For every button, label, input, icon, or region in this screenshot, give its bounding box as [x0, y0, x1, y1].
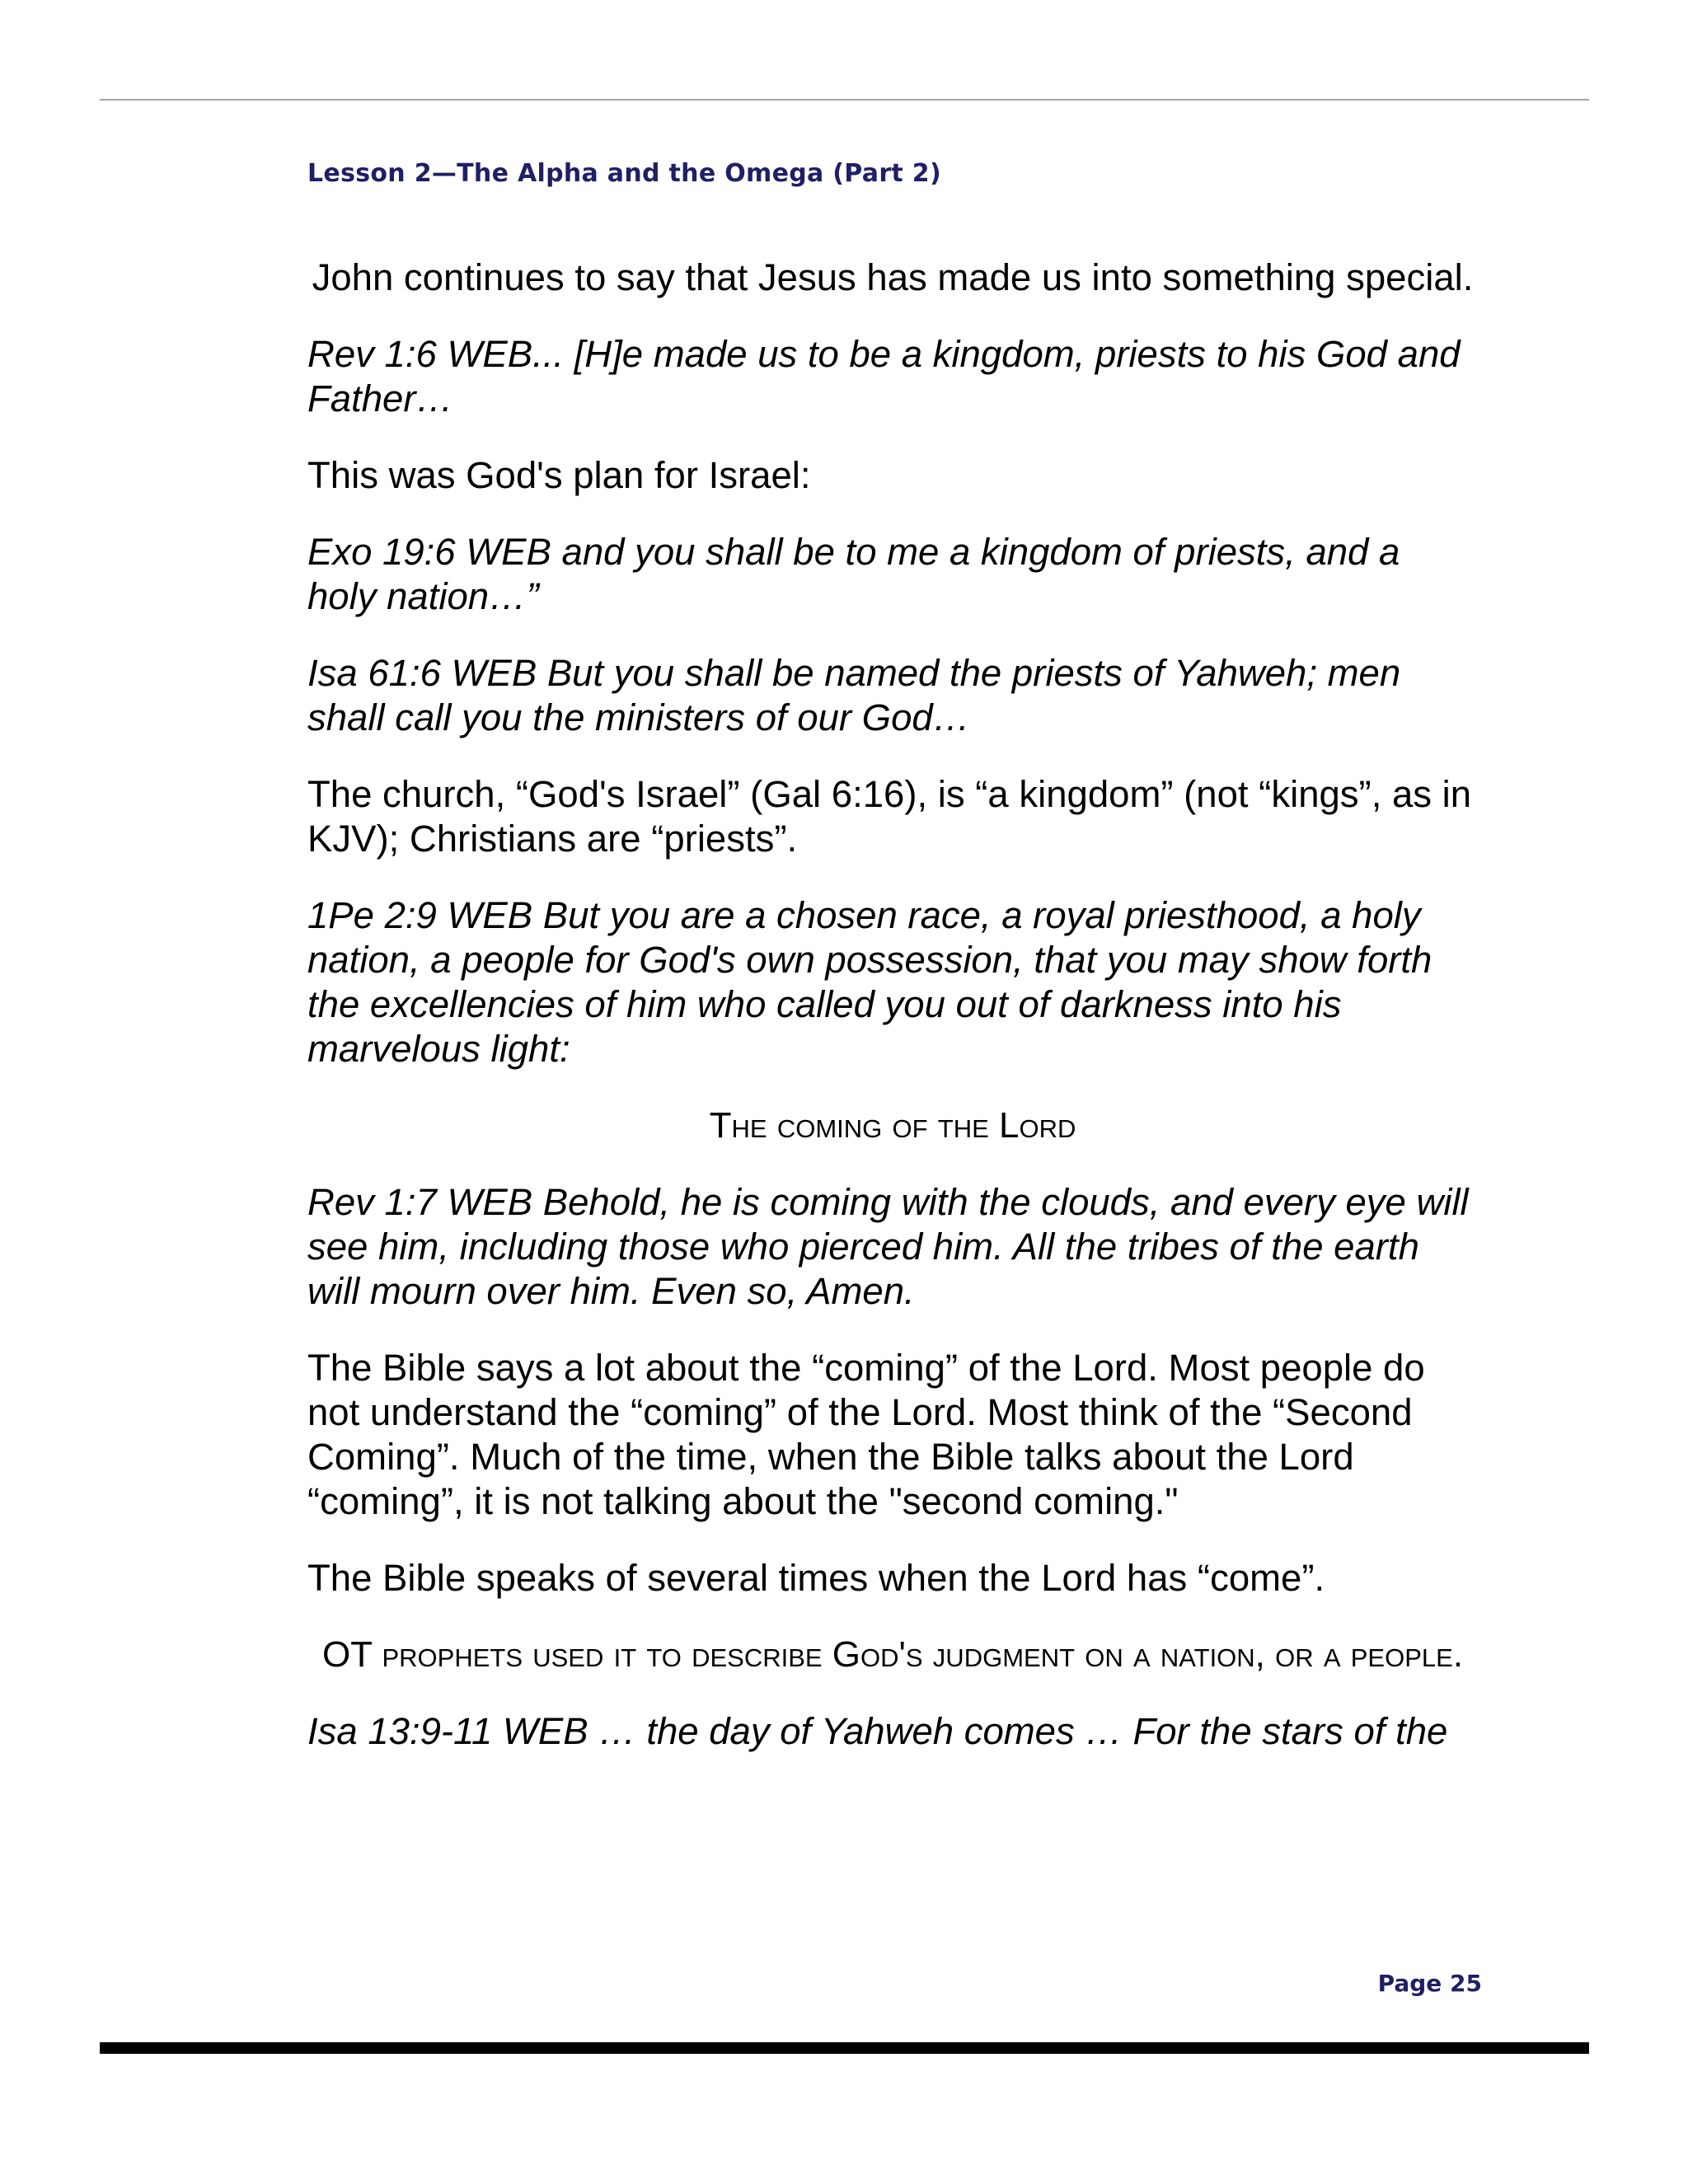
paragraph-gods-plan: This was God's plan for Israel: — [307, 454, 811, 496]
scripture-exo-19-6: Exo 19:6 WEB and you shall be to me a kingdom of priests, and a holy nation…” — [307, 531, 1400, 617]
page-number: Page 25 — [1377, 1970, 1482, 1997]
intro-paragraph: John continues to say that Jesus has made us into something special. — [312, 256, 1474, 298]
header-divider — [100, 99, 1589, 101]
footer-divider — [100, 2042, 1589, 2054]
scripture-rev-1-6: Rev 1:6 WEB... [H]e made us to be a kingdom, priests to his God and Father… — [307, 333, 1461, 419]
scripture-isa-61-6: Isa 61:6 WEB But you shall be named the priests of Yahweh; men shall call you the ministers of our God… — [307, 652, 1401, 738]
paragraph-bible-coming: The Bible says a lot about the “coming” of the Lord. Most people do not understand the “coming” of the Lord. Most think of the “Second Coming”. Much of the time, when the Bible talks about the Lord “coming”, it is not talking about the "second coming." — [307, 1347, 1425, 1522]
section-heading-ot-prophets: OT prophets used it to describe God's judgment on a nation, or a people. — [321, 1634, 1464, 1675]
paragraph-several-times: The Bible speaks of several times when the Lord has “come”. — [307, 1557, 1325, 1599]
scripture-1pe-2-9: 1Pe 2:9 WEB But you are a chosen race, a royal priesthood, a holy nation, a people for God's own possession, that you may show forth the excellencies of him who called you out of darkness into his marvelous light: — [307, 894, 1432, 1070]
scripture-rev-1-7: Rev 1:7 WEB Behold, he is coming with the clouds, and every eye will see him, including those who pierced him. All the tribes of the earth will mourn over him. Even so, Amen. — [307, 1181, 1469, 1312]
page-content — [307, 255, 1478, 1786]
scripture-isa-13-9: Isa 13:9-11 WEB … the day of Yahweh comes … For the stars of the — [307, 1710, 1448, 1752]
paragraph-church-kingdom: The church, “God's Israel” (Gal 6:16), is “a kingdom” (not “kings”, as in KJV); Christians are “priests”. — [307, 773, 1472, 860]
lesson-header-title: Lesson 2—The Alpha and the Omega (Part 2) — [307, 159, 941, 188]
section-heading-coming: The coming of the Lord — [709, 1105, 1076, 1146]
